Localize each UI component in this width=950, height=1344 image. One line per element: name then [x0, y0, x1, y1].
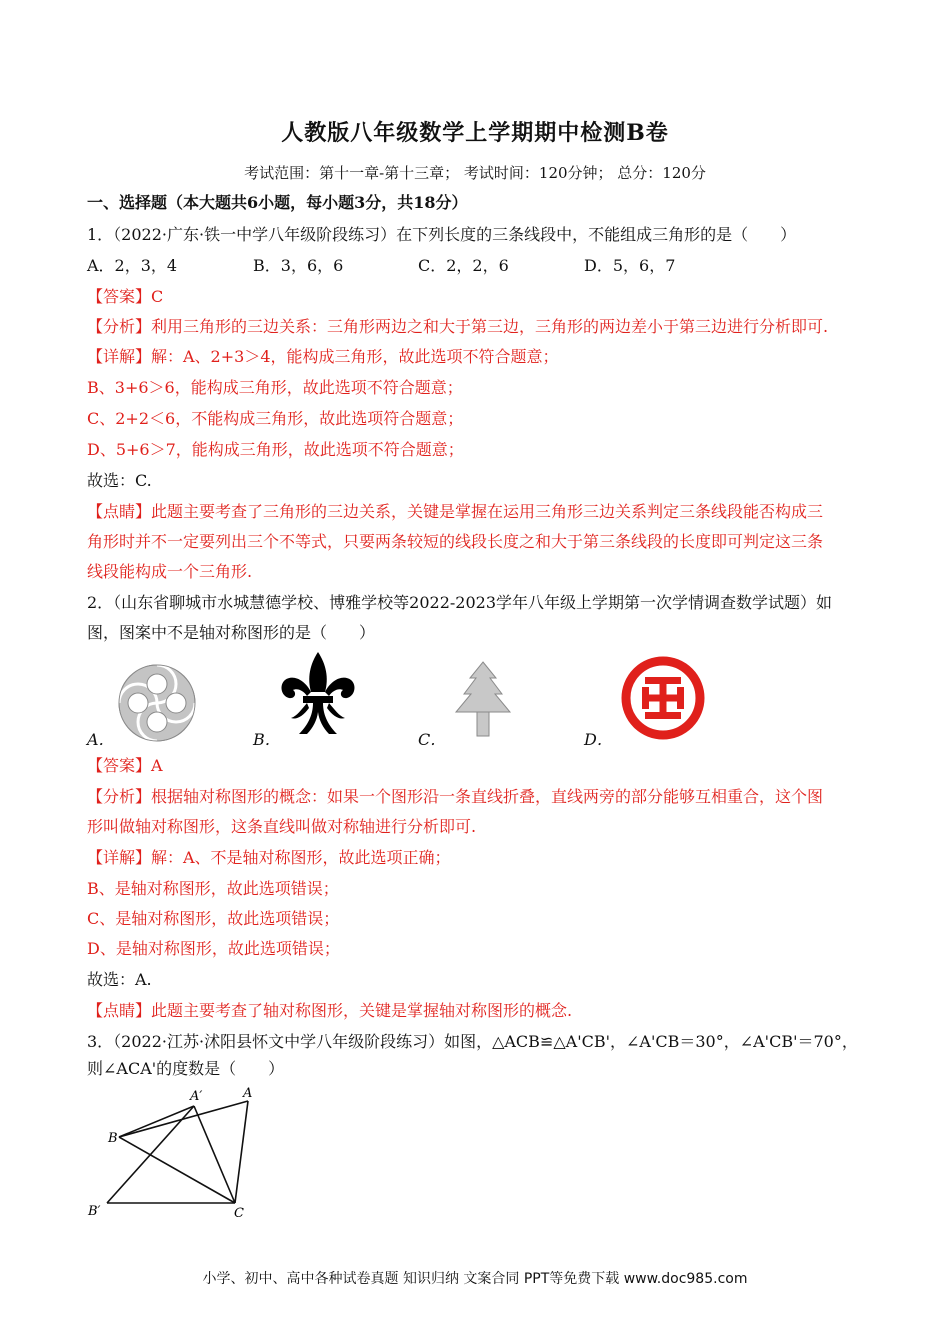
q2-analysis-2: 形叫做轴对称图形，这条直线叫做对称轴进行分析即可. [87, 817, 477, 836]
q1-detail-4: D、5+6＞7，能构成三角形，故此选项不符合题意； [87, 440, 464, 459]
swirl-figure [116, 662, 198, 744]
exam-info: 考试范围：第十一章-第十三章； 考试时间：120分钟； 总分：120分 [244, 164, 706, 182]
q1-answer: 【答案】C [87, 287, 164, 306]
label-a: A [243, 1086, 253, 1101]
q1-option-c: C．2，2，6 [418, 256, 509, 275]
label-b: B [108, 1131, 118, 1146]
q2-detail-2: B、是轴对称图形，故此选项错误； [87, 879, 339, 898]
label-a-prime: A′ [190, 1089, 203, 1104]
q1-analysis: 【分析】利用三角形的三边关系：三角形两边之和大于第三边，三角形的两边差小于第三边进行分析即可. [87, 317, 829, 336]
q2-label-b: B． [253, 730, 281, 749]
q3-stem-2: 则∠ACA'的度数是（ ） [87, 1059, 285, 1078]
q2-detail-3: C、是轴对称图形，故此选项错误； [87, 909, 340, 928]
q2-label-a: A． [87, 730, 115, 749]
q1-choice: 故选：C. [87, 471, 152, 490]
q2-detail-1: 【详解】解：A、不是轴对称图形，故此选项正确； [87, 848, 451, 867]
page-footer: 小学、初中、高中各种试卷真题 知识归纳 文案合同 PPT等免费下载 www.doc985.com [202, 1271, 748, 1287]
q1-option-b: B．3，6，6 [253, 256, 344, 275]
q1-stem: 1．（2022·广东·铁一中学八年级阶段练习）在下列长度的三条线段中，不能组成三角形的是（ ） [87, 225, 797, 244]
q2-choice: 故选：A. [87, 970, 152, 989]
triangle-figure [82, 1084, 282, 1224]
bank-logo-figure [620, 655, 706, 741]
q2-analysis-1: 【分析】根据轴对称图形的概念：如果一个图形沿一条直线折叠，直线两旁的部分能够互相重合，这个图 [87, 787, 824, 806]
q2-comment: 【点睛】此题主要考查了轴对称图形，关键是掌握轴对称图形的概念. [87, 1001, 573, 1020]
q1-detail-1: 【详解】解：A、2+3＞4，能构成三角形，故此选项不符合题意； [87, 347, 559, 366]
q1-option-a: A．2，3，4 [87, 256, 178, 275]
q1-detail-3: C、2+2＜6，不能构成三角形，故此选项符合题意； [87, 409, 464, 428]
q1-comment-2: 角形时并不一定要列出三个不等式，只要两条较短的线段长度之和大于第三条线段的长度即可判定这三条 [87, 532, 824, 551]
page-title: 人教版八年级数学上学期期中检测B卷 [281, 120, 669, 146]
q1-option-d: D．5，6，7 [584, 256, 676, 275]
q2-label-d: D． [584, 730, 613, 749]
q2-detail-4: D、是轴对称图形，故此选项错误； [87, 939, 340, 958]
q1-detail-2: B、3+6＞6，能构成三角形，故此选项不符合题意； [87, 378, 463, 397]
fleur-de-lis-figure [277, 650, 359, 742]
q1-comment-3: 线段能构成一个三角形. [87, 562, 253, 581]
q3-stem-1: 3．（2022·江苏·沭阳县怀文中学八年级阶段练习）如图，△ACB≌△A'CB'，∠A'CB＝30°，∠A'CB'＝70°， [87, 1032, 858, 1051]
q2-stem-2: 图，图案中不是轴对称图形的是（ ） [87, 623, 376, 642]
q1-comment-1: 【点睛】此题主要考查了三角形的三边关系，关键是掌握在运用三角形三边关系判定三条线段能否构成三 [87, 502, 824, 521]
label-b-prime: B′ [88, 1204, 101, 1219]
q2-answer: 【答案】A [87, 756, 163, 775]
tree-figure [448, 660, 518, 740]
q2-label-c: C． [418, 730, 447, 749]
label-c: C [234, 1206, 244, 1221]
section-heading: 一、选择题（本大题共6小题，每小题3分，共18分） [87, 193, 468, 212]
q2-stem-1: 2．（山东省聊城市水城慧德学校、博雅学校等2022-2023学年八年级上学期第一次学情调查数学试题）如 [87, 593, 833, 612]
